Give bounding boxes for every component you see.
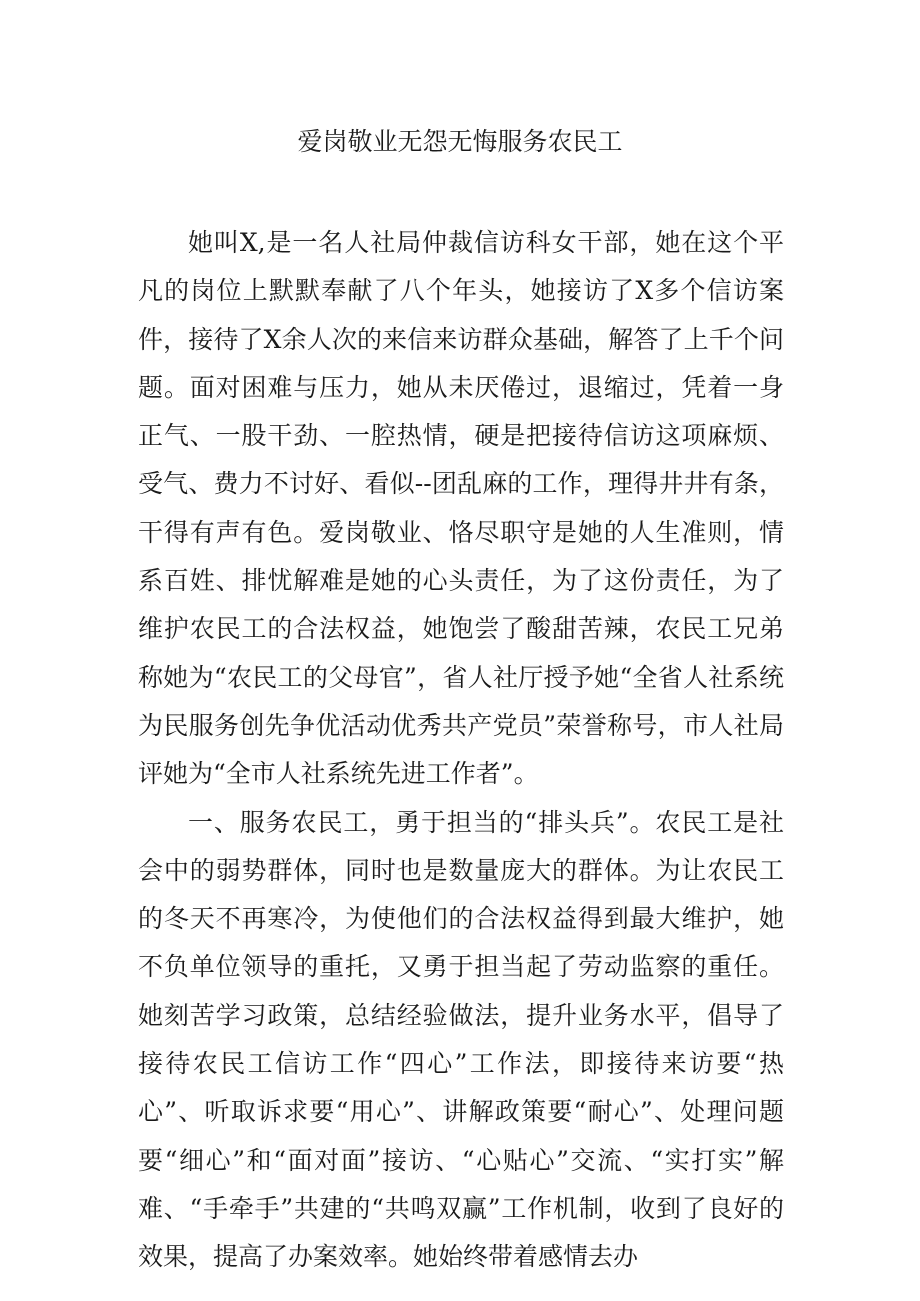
document-body — [138, 219, 784, 1282]
paragraph: 一、服务农民工，勇于担当的“排头兵”。农民工是社会中的弱势群体，同时也是数量庞大的群体。为让农民工的冬天不再寒冷，为使他们的合法权益得到最大维护，她不负单位领导的重托，又勇于担当起了劳动监察的重任。她刻苦学习政策，总结经验做法，提升业务水平，倡导了接待农民工信访工作“四心”工作法，即接待来访要“热心”、听取诉求要“用心”、讲解政策要“耐心”、处理问题要“细心”和“面对面”接访、“心贴心”交流、“实打实”解难、“手牵手”共建的“共鸣双赢”工作机制，收到了良好的效果，提高了办案效率。她始终带着感情去办 — [138, 807, 784, 1272]
document-title: 爱岗敬业无怨无悔服务农民工 — [297, 127, 623, 156]
paragraph: 她叫X,是一名人社局仲裁信访科女干部，她在这个平凡的岗位上默默奉献了八个年头，她接访了X多个信访案件，接待了X余人次的来信来访群众基础，解答了上千个问题。面对困难与压力，她从未厌倦过，退缩过，凭着一身正气、一股干劲、一腔热情，硬是把接待信访这项麻烦、受气、费力不讨好、看似--团乱麻的工作，理得井井有条，干得有声有色。爱岗敬业、恪尽职守是她的人生准则，情系百姓、排忧解难是她的心头责任，为了这份责任，为了维护农民工的合法权益，她饱尝了酸甜苦辣，农民工兄弟称她为“农民工的父母官”，省人社厅授予她“全省人社系统为民服务创先争优活动优秀共产党员”荣誉称号，市人社局评她为“全市人社系统先进工作者”。 — [138, 228, 784, 789]
